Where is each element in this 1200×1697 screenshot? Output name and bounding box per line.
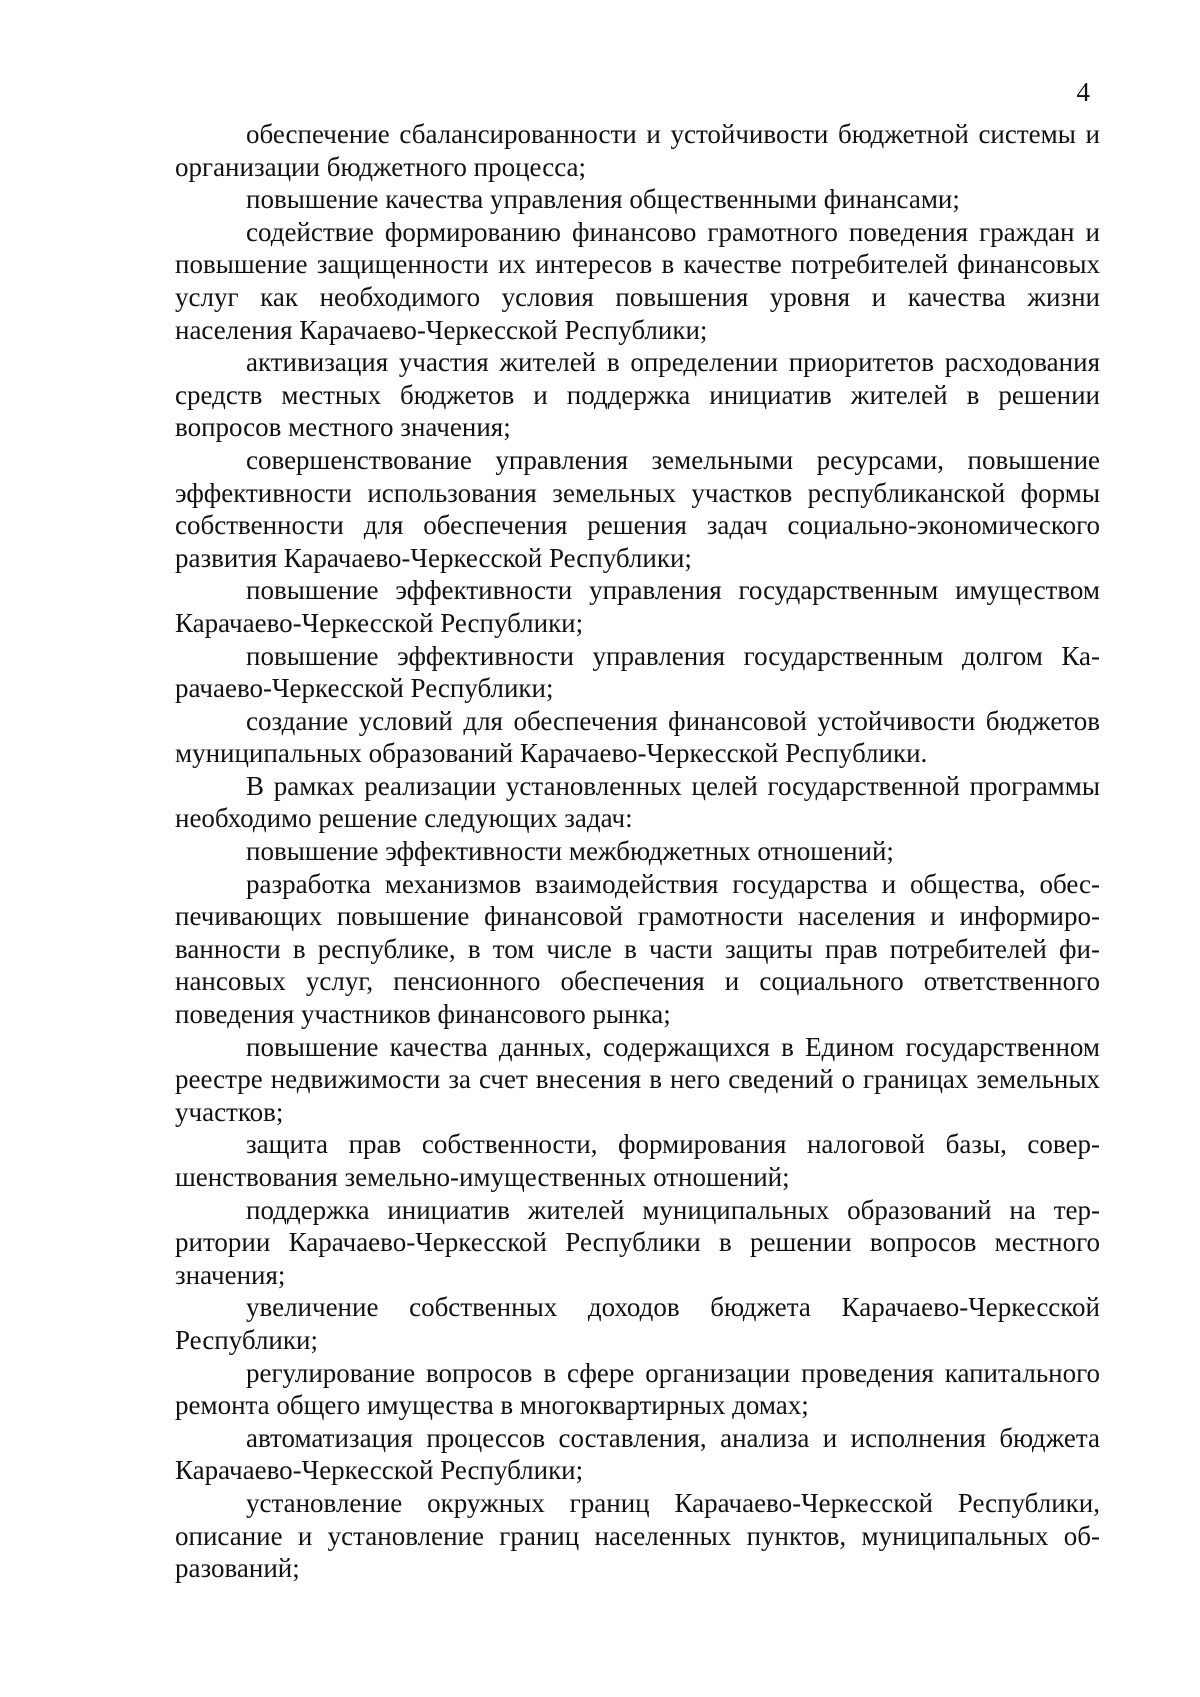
- paragraph: защита прав собственности, формирования налоговой базы, совершенствования земельно-имущественных отношений;: [175, 1129, 1100, 1192]
- paragraph: установление окружных границ Карачаево-Черкесской Республики, описание и установление границ населенных пунктов, муниципальных образований;: [175, 1487, 1100, 1584]
- paragraph: повышение эффективности управления государственным долгом Карачаево-Черкесской Республики;: [175, 640, 1100, 704]
- paragraph: повышение качества управления общественными финансами;: [246, 184, 960, 215]
- paragraph: повышение эффективности управления государственным имуществом Карачаево-Черкесской Республики;: [175, 575, 1100, 638]
- paragraph: В рамках реализации установленных целей государственной программы необходимо решение следующих задач:: [175, 770, 1100, 834]
- paragraph: совершенствование управления земельными ресурсами, повышение эффективности использования земельных участков республиканской формы собственности для обеспечения решения задач социально-экономического развития Карачаево-Черкесской Республики;: [175, 444, 1100, 573]
- paragraph: автоматизация процессов составления, анализа и исполнения бюджета Карачаево-Черкесской Республики;: [175, 1422, 1100, 1486]
- document-body: [175, 118, 1100, 1585]
- paragraph: содействие формированию финансово грамотного поведения граждан и повышение защищенности их интересов в качестве потребителей финансовых услуг как необходимого условия повышения уровня и качества жизни населения Карачаево-Черкесской Республики;: [175, 216, 1100, 345]
- paragraph: разработка механизмов взаимодействия государства и общества, обеспечивающих повышение финансовой грамотности населения и информированности в республике, в том числе в части защиты прав потребителей финансовых услуг, пенсионного обеспечения и социального ответственного поведения участников финансового рынка;: [175, 868, 1100, 1030]
- paragraph: поддержка инициатив жителей муниципальных образований на территории Карачаево-Черкесской Республики в решении вопросов местного значения;: [175, 1194, 1100, 1290]
- paragraph: создание условий для обеспечения финансовой устойчивости бюджетов муниципальных образований Карачаево-Черкесской Республики.: [175, 705, 1100, 769]
- page-number: 4: [1076, 77, 1090, 107]
- paragraph: обеспечение сбалансированности и устойчивости бюджетной системы и организации бюджетного процесса;: [175, 119, 1100, 182]
- paragraph: активизация участия жителей в определении приоритетов расходования средств местных бюджетов и поддержка инициатив жителей в решении вопросов местного значения;: [175, 347, 1100, 443]
- paragraph: увеличение собственных доходов бюджета Карачаево-Черкесской Республики;: [175, 1292, 1100, 1355]
- paragraph: регулирование вопросов в сфере организации проведения капитального ремонта общего имущества в многоквартирных домах;: [175, 1357, 1100, 1421]
- paragraph: повышение качества данных, содержащихся в Едином государственном реестре недвижимости за счет внесения в него сведений о границах земельных участков;: [175, 1031, 1100, 1127]
- paragraph: повышение эффективности межбюджетных отношений;: [246, 836, 894, 867]
